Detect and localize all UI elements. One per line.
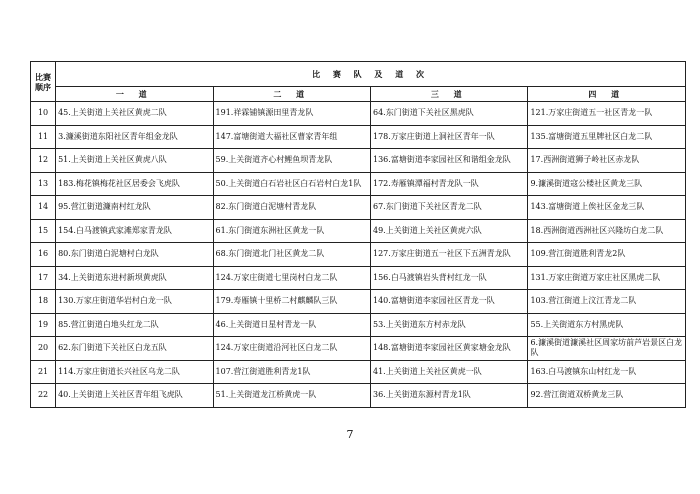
- lane-1-team: 3.濂溪街道东阳社区青年组金龙队: [56, 125, 213, 149]
- lane-2-team: 82.东门街道白泥塘村青龙队: [213, 196, 370, 220]
- table-row: [31, 172, 686, 196]
- lane-2-team: 147.富塘街道大福社区曹家青年组: [213, 125, 370, 149]
- race-order-number: 17: [31, 266, 56, 290]
- lane-3-team: 67.东门街道下关社区青龙二队: [371, 196, 528, 220]
- race-order-number: 15: [31, 219, 56, 243]
- lane-3-team: 53.上关街道东方村赤龙队: [371, 313, 528, 337]
- order-column-header: 比赛顺序: [31, 62, 56, 102]
- race-order-number: 20: [31, 337, 56, 361]
- lane-1-team: 40.上关街道上关社区青年组飞虎队: [56, 384, 213, 408]
- lane-4-team: 55.上关街道东方村黑虎队: [528, 313, 686, 337]
- race-order-number: 12: [31, 149, 56, 173]
- lane-1-team: 183.梅花镇梅花社区居委会飞虎队: [56, 172, 213, 196]
- lane-4-team: 18.西洲街道西洲社区兴隆坊白龙二队: [528, 219, 686, 243]
- table-row: [31, 219, 686, 243]
- lane-3-team: 41.上关街道上关社区黄虎一队: [371, 360, 528, 384]
- lane-2-team: 179.寿雁镇十里桥二村麒麟队三队: [213, 290, 370, 314]
- lane-4-team: 143.富塘街道上俟社区金龙三队: [528, 196, 686, 220]
- lane-3-team: 136.富塘街道李家园社区和谐组金龙队: [371, 149, 528, 173]
- table-row: [31, 337, 686, 361]
- lane-2-team: 61.东门街道东洲社区黄龙一队: [213, 219, 370, 243]
- race-order-number: 13: [31, 172, 56, 196]
- table-row: [31, 125, 686, 149]
- table-row: [31, 313, 686, 337]
- lane-1-team: 114.万家庄街道长兴社区乌龙二队: [56, 360, 213, 384]
- lane-4-team: 17.西洲街道狮子岭社区赤龙队: [528, 149, 686, 173]
- lane-4-team: 6.濂溪街道濂溪社区周家坊前芦岩景区白龙队: [528, 337, 686, 361]
- lane-3-team: 140.富塘街道李家园社区青龙一队: [371, 290, 528, 314]
- lane-1-team: 95.营江街道濂南村红龙队: [56, 196, 213, 220]
- table-row: [31, 266, 686, 290]
- lane-1-team: 154.白马渡镇武家滩郑家青龙队: [56, 219, 213, 243]
- lane-1-team: 80.东门街道白泥塘村白龙队: [56, 243, 213, 267]
- lane-2-team: 51.上关街道龙江桥黄虎一队: [213, 384, 370, 408]
- lane-1-team: 85.营江街道白地头红龙二队: [56, 313, 213, 337]
- race-order-number: 21: [31, 360, 56, 384]
- lane-3-team: 156.白马渡镇岩头背村红龙一队: [371, 266, 528, 290]
- race-order-number: 11: [31, 125, 56, 149]
- race-order-number: 19: [31, 313, 56, 337]
- lane-2-team: 50.上关街道白石岩社区白石岩村白龙1队: [213, 172, 370, 196]
- lane-header-4: 四 道: [528, 87, 686, 102]
- table-row: [31, 102, 686, 126]
- lane-1-team: 62.东门街道下关社区白龙五队: [56, 337, 213, 361]
- table-row: [31, 196, 686, 220]
- lane-3-team: 64.东门街道下关社区黑虎队: [371, 102, 528, 126]
- lane-2-team: 107.营江街道胜利青龙1队: [213, 360, 370, 384]
- race-order-number: 18: [31, 290, 56, 314]
- teams-and-lanes-header: 比 赛 队 及 道 次: [56, 62, 686, 87]
- lane-4-team: 9.濂溪街道寇公楼社区黄龙三队: [528, 172, 686, 196]
- lane-2-team: 46.上关街道日星村青龙一队: [213, 313, 370, 337]
- lane-4-team: 109.营江街道胜利青龙2队: [528, 243, 686, 267]
- table-row: [31, 384, 686, 408]
- lane-4-team: 121.万家庄街道五一社区青龙一队: [528, 102, 686, 126]
- table-row: [31, 149, 686, 173]
- race-order-number: 10: [31, 102, 56, 126]
- lane-4-team: 103.营江街道上汶江青龙二队: [528, 290, 686, 314]
- lane-header-1: 一 道: [56, 87, 213, 102]
- schedule-table: [30, 61, 686, 408]
- lane-3-team: 127.万家庄街道五一社区下五洲青龙队: [371, 243, 528, 267]
- lane-3-team: 178.万家庄街道上洞社区青年一队: [371, 125, 528, 149]
- lane-header-3: 三 道: [371, 87, 528, 102]
- race-order-number: 14: [31, 196, 56, 220]
- lane-1-team: 45.上关街道上关社区黄虎二队: [56, 102, 213, 126]
- lane-2-team: 191.祥霖铺镇源田里青龙队: [213, 102, 370, 126]
- race-order-number: 22: [31, 384, 56, 408]
- lane-2-team: 124.万家庄街道沿河社区白龙二队: [213, 337, 370, 361]
- race-order-number: 16: [31, 243, 56, 267]
- lane-3-team: 172.寿雁镇潭福村青龙队一队: [371, 172, 528, 196]
- lane-header-2: 二 道: [213, 87, 370, 102]
- lane-2-team: 124.万家庄街道七里岗村白龙二队: [213, 266, 370, 290]
- lane-3-team: 49.上关街道上关社区黄虎六队: [371, 219, 528, 243]
- lane-1-team: 34.上关街道东进村新坝黄虎队: [56, 266, 213, 290]
- lane-3-team: 148.富塘街道李家园社区黄家塘金龙队: [371, 337, 528, 361]
- lane-4-team: 131.万家庄街道万家庄社区黑虎二队: [528, 266, 686, 290]
- lane-3-team: 36.上关街道东源村青龙1队: [371, 384, 528, 408]
- table-row: [31, 243, 686, 267]
- schedule-rows: [31, 102, 686, 408]
- page-number: 7: [346, 428, 354, 441]
- lane-2-team: 59.上关街道齐心村鲤鱼坝青龙队: [213, 149, 370, 173]
- lane-4-team: 163.白马渡镇东山村红龙一队: [528, 360, 686, 384]
- lane-4-team: 92.营江街道双桥黄龙三队: [528, 384, 686, 408]
- lane-4-team: 135.富塘街道五里牌社区白龙二队: [528, 125, 686, 149]
- lane-2-team: 68.东门街道北门社区黄龙二队: [213, 243, 370, 267]
- lane-1-team: 51.上关街道上关社区黄虎八队: [56, 149, 213, 173]
- lane-1-team: 130.万家庄街道华岩村白龙一队: [56, 290, 213, 314]
- table-row: [31, 360, 686, 384]
- table-row: [31, 290, 686, 314]
